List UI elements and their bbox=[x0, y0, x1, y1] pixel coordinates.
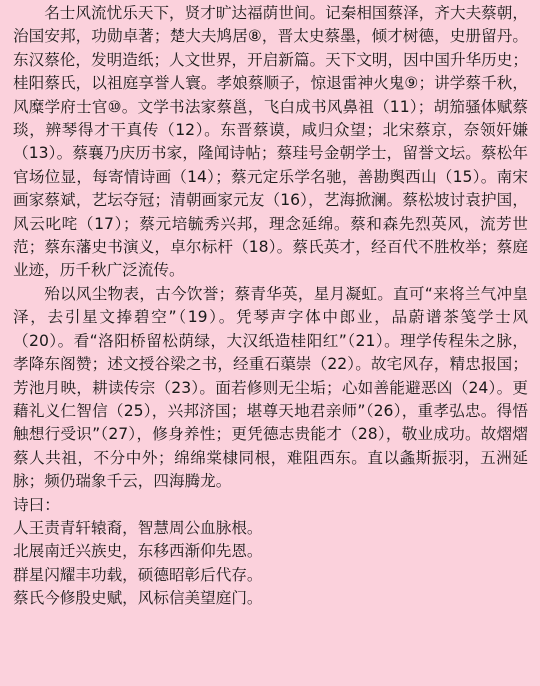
poem-line-1: 人王责青轩辕裔，智慧周公血脉根。 bbox=[13, 518, 263, 537]
poem-heading: 诗曰： bbox=[13, 495, 60, 514]
paragraph-1: 名士风流忧乐天下，贤才旷达福荫世间。记秦相国蔡泽，齐大夫蔡朝，治国安邦，功勋卓著；楚大夫鸠居⑧，晋太史蔡墨，倾才树德，史册留丹。东汉蔡伦，发明造纸；人文世界，开启新篇。天下文明，因中国升华历史；桂阳蔡氏，以祖庭享誉人寰。孝娘蔡顺子，惊退雷神火鬼⑨；讲学蔡千秋，风糜学府士官⑩。文学书法家蔡邕，飞白成书风鼻祖（11）；胡笳骚体赋蔡琰，辨琴得才干真传（12）。东晋蔡谟，咸归众望；北宋蔡京，奈领奸嫌（13）。蔡襄乃庆历书家，隆闻诗帖；蔡珪号金朝学士，留誉文坛。蔡松年官场位显，每寄情诗画（14）；蔡元定乐学名驰，善勘舆西山（15）。南宋画家蔡斌，艺坛夺冠；清朝画家元友（16），艺海掀澜。蔡松坡讨袁护国，风云叱咤（17）；蔡元培毓秀兴邦，理念延绵。蔡和森先烈英风，流芳世范；蔡东藩史书演义，卓尔标杆（18）。蔡氏英才，经百代不胜枚举；蔡庭业迹，历千秋广泛流传。 bbox=[13, 4, 528, 280]
poem-line-2: 北展南迁兴族史，东移西渐仰先恩。 bbox=[13, 542, 263, 561]
poem-line-3: 群星闪耀丰功载，硕德昭彰后代存。 bbox=[13, 565, 263, 584]
paragraph-2: 殆以风尘物表，古今饮誉；蔡青华英，星月凝虹。直可“来将兰气冲皇泽，去引星文捧碧空”（19）。凭琴声字体中郎业，品蔚谱茶笺学士风（20）。看“洛阳桥留松荫绿，大汉纸造桂阳红”（21）。理学传程朱之脉，孝降东阁赞；述文授谷梁之书，经重石蕖崇（22）。故宅风存，精忠报国；芳池月映，耕读传宗（23）。面若修则无尘垢；心如善能避恶凶（24）。更藉礼义仁智信（25），兴邦济国；堪尊天地君亲师”（26），重孝弘忠。得悟触想行受识”（27），修身养性；更凭德志贵能才（28），敬业成功。故熠熠蔡人共祖，不分中外；绵绵棠棣同根，难阻西东。直以螽斯振羽，五洲延脉；频仍瑞象千云，四海腾龙。 bbox=[13, 284, 528, 491]
poem-line-4: 蔡氏今修殷史赋，风标信美望庭门。 bbox=[13, 589, 263, 608]
